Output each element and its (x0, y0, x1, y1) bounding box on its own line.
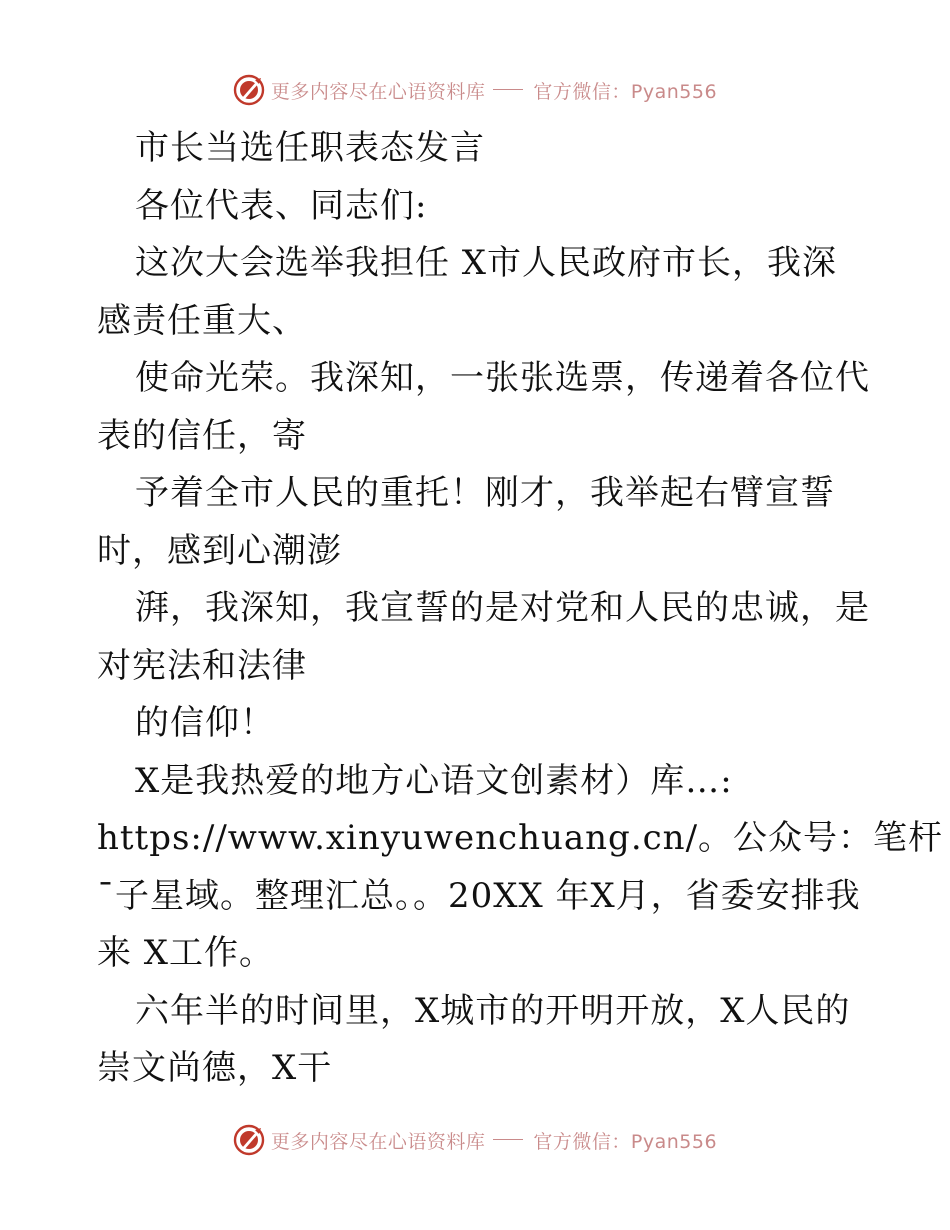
body-text-line: https://www.xinyuwenchuang.cn/。公众号：笔杆 (97, 818, 944, 858)
quill-pen-logo-icon (233, 1124, 265, 1156)
body-text-line: 这次大会选举我担任 X市人民政府市长，我深 (135, 243, 838, 283)
banner-separator (493, 1139, 523, 1140)
header-banner (0, 70, 950, 110)
body-text-line: 对宪法和法律 (97, 645, 307, 686)
footer-banner (0, 1120, 950, 1160)
body-text-line: 使命光荣。我深知，一张张选票，传递着各位代 (135, 358, 870, 398)
body-text-line: 时，感到心潮澎 (97, 530, 342, 571)
body-text-line: 崇文尚德，X干 (97, 1048, 333, 1088)
banner-text-main: 更多内容尽在心语资料库 (270, 80, 486, 103)
body-text-line: 湃，我深知，我宣誓的是对党和人民的忠诚，是 (135, 588, 870, 628)
body-text-line: 予着全市人民的重托！刚才，我举起右臂宣誓 (135, 473, 835, 513)
body-text-line: 来 X工作。 (97, 933, 275, 973)
quill-pen-logo-icon (233, 74, 265, 106)
banner-text-main: 更多内容尽在心语资料库 (270, 1130, 486, 1153)
body-text-line: 感责任重大、 (97, 300, 307, 341)
body-text-line: X是我热爱的地方心语文创素材）库…: (135, 760, 733, 801)
document-body (97, 120, 944, 1098)
body-text-line: 各位代表、同志们: (135, 185, 428, 226)
body-text-line: 六年半的时间里，X城市的开明开放，X人民的 (135, 990, 851, 1031)
banner-text-wechat: 官方微信：Pyan556 (533, 1130, 718, 1153)
body-text-line: ¯子星域。整理汇总。。20XX 年X月，省委安排我 (97, 875, 861, 916)
banner-separator (493, 89, 523, 90)
header-banner-inner (233, 74, 717, 106)
document-title: 市长当选任职表态发言 (135, 128, 485, 168)
body-text-line: 表的信任，寄 (97, 415, 307, 456)
footer-banner-inner (233, 1124, 717, 1156)
banner-text-wechat: 官方微信：Pyan556 (533, 80, 718, 103)
body-text-line: 的信仰！ (135, 703, 275, 743)
